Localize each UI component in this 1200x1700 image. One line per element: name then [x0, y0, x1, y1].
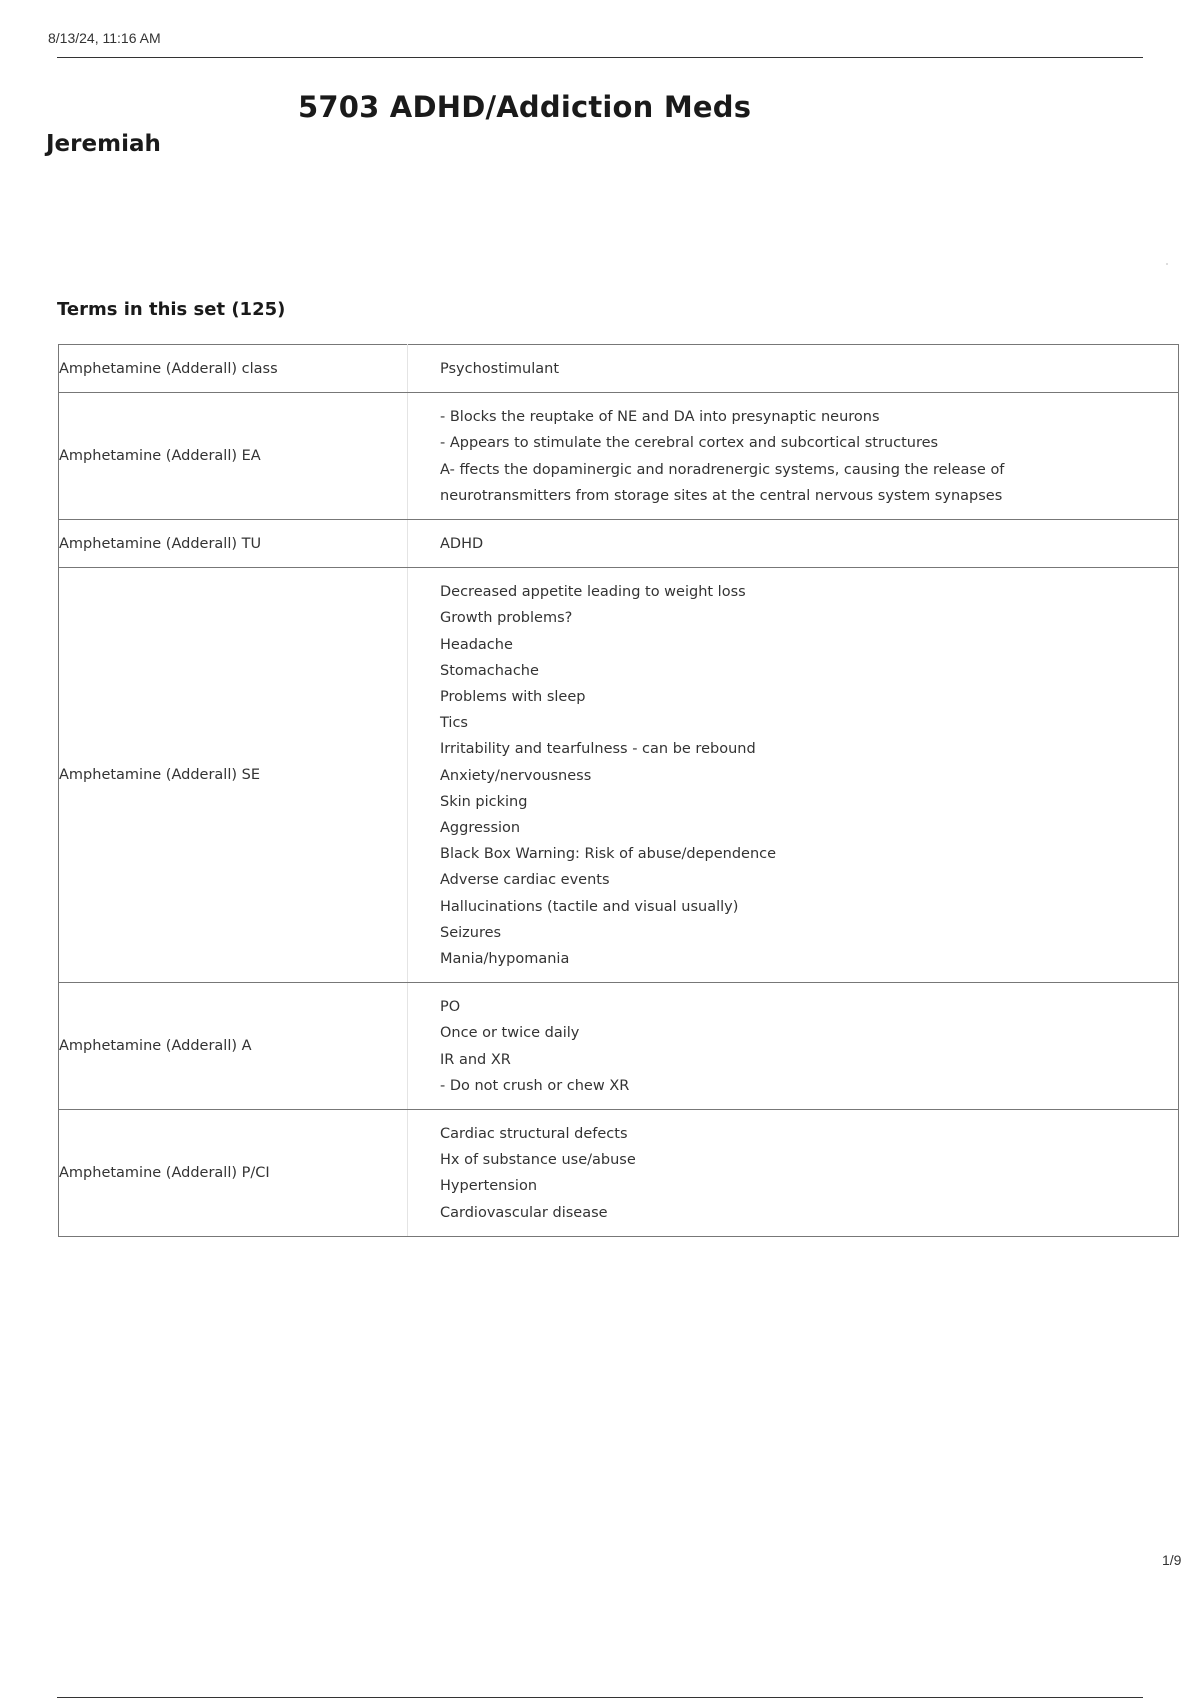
- definition-line: Adverse cardiac events: [440, 872, 610, 889]
- page-number: 1/9: [1162, 1552, 1182, 1568]
- definition-line: Tics: [440, 715, 468, 732]
- table-row: [59, 1110, 1179, 1237]
- definition-cell: [408, 393, 1179, 520]
- definition-line: IR and XR: [440, 1051, 511, 1068]
- print-timestamp: 8/13/24, 11:16 AM: [48, 30, 161, 46]
- definition-line: Stomachache: [440, 662, 539, 679]
- term-cell: [59, 983, 408, 1110]
- definition-line: Decreased appetite leading to weight loss: [440, 584, 746, 601]
- definition-line: Black Box Warning: Risk of abuse/dependence: [440, 846, 777, 863]
- definition-line: Anxiety/nervousness: [440, 767, 592, 784]
- term-cell: [59, 1110, 408, 1237]
- definition-cell: [408, 1110, 1179, 1237]
- definition-line: Mania/hypomania: [440, 951, 570, 968]
- term-cell: [59, 520, 408, 568]
- footer-divider: [57, 1697, 1143, 1698]
- table-row: [59, 393, 1179, 520]
- definition-cell: [408, 568, 1179, 983]
- definition-line: Problems with sleep: [440, 689, 586, 706]
- term-label: Amphetamine (Adderall) class: [59, 360, 278, 377]
- term-cell: [59, 568, 408, 983]
- definition-cell: [408, 983, 1179, 1110]
- term-label: Amphetamine (Adderall) SE: [59, 767, 260, 784]
- definition-line: neurotransmitters from storage sites at the central nervous system synapses: [440, 487, 1003, 504]
- definition-line: Once or twice daily: [440, 1025, 580, 1042]
- definition-line: Aggression: [440, 820, 521, 837]
- term-label: Amphetamine (Adderall) P/CI: [59, 1164, 270, 1181]
- definition-line: PO: [440, 999, 461, 1016]
- terms-table: [58, 344, 1179, 1237]
- definition-line: Irritability and tearfulness - can be rebound: [440, 741, 756, 758]
- definition-line: - Do not crush or chew XR: [440, 1077, 630, 1094]
- table-row: [59, 983, 1179, 1110]
- definition-line: Hypertension: [440, 1178, 538, 1195]
- definition-line: Skin picking: [440, 793, 528, 810]
- definition-line: - Appears to stimulate the cerebral cortex and subcortical structures: [440, 435, 939, 452]
- header-divider: [57, 57, 1143, 58]
- term-cell: [59, 345, 408, 393]
- term-label: Amphetamine (Adderall) TU: [59, 535, 262, 552]
- definition-line: Hallucinations (tactile and visual usually): [440, 898, 739, 915]
- definition-line: Cardiovascular disease: [440, 1204, 608, 1221]
- term-label: Amphetamine (Adderall) EA: [59, 448, 261, 465]
- definition-cell: [408, 520, 1179, 568]
- definition-line: Hx of substance use/abuse: [440, 1152, 636, 1169]
- table-row: [59, 568, 1179, 983]
- definition-line: Psychostimulant: [440, 361, 560, 377]
- table-row: [59, 345, 1179, 393]
- definition-line: Headache: [440, 636, 513, 653]
- definition-line: A- ffects the dopaminergic and noradrenergic systems, causing the release of: [440, 461, 1005, 478]
- term-label: Amphetamine (Adderall) A: [59, 1038, 252, 1055]
- definition-line: - Blocks the reuptake of NE and DA into presynaptic neurons: [440, 409, 880, 426]
- definition-line: ADHD: [440, 536, 484, 553]
- definition-line: Growth problems?: [440, 610, 573, 627]
- scan-artifact: [1166, 263, 1168, 265]
- term-cell: [59, 393, 408, 520]
- definition-cell: [408, 345, 1179, 393]
- table-row: [59, 520, 1179, 568]
- terms-count-heading: Terms in this set (125): [57, 299, 286, 320]
- definition-line: Seizures: [440, 924, 502, 941]
- definition-line: Cardiac structural defects: [440, 1126, 628, 1143]
- author-name: Jeremiah: [46, 131, 161, 157]
- page-title: 5703 ADHD/Addiction Meds: [298, 90, 752, 124]
